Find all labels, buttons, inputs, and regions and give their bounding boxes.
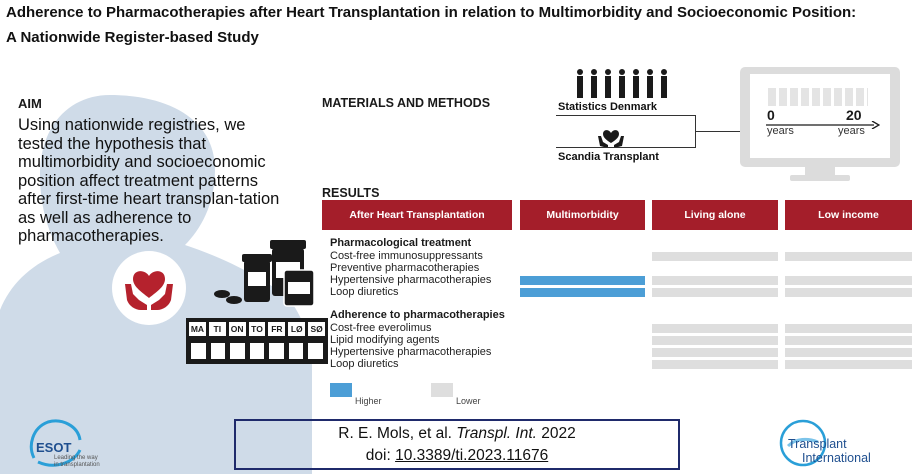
esot-tagline-1: Leading the way: [54, 455, 98, 461]
esot-logo-text: ESOT: [36, 440, 72, 455]
pill-box-day: SØ: [308, 322, 325, 336]
column-header-multimorbidity: Multimorbidity: [520, 200, 645, 230]
result-bar-lower: [785, 348, 912, 357]
timeline-arrow: [766, 121, 880, 129]
row-label: Cost-free everolimus: [330, 322, 432, 334]
result-bar-lower: [652, 348, 778, 357]
connector-line: [556, 147, 696, 148]
row-label: Preventive pharmacotherapies: [330, 262, 480, 274]
result-bar-lower: [785, 336, 912, 345]
heart-in-hands-icon: [111, 250, 187, 326]
row-label: Loop diuretics: [330, 358, 399, 370]
row-label: Hypertensive pharmacotherapies: [330, 346, 492, 358]
legend-higher-swatch: [330, 383, 352, 397]
citation-box: [234, 419, 680, 470]
source-statistics-denmark: Statistics Denmark: [558, 101, 658, 113]
result-bar-lower: [785, 288, 912, 297]
section-title-adherence: Adherence to pharmacotherapies: [330, 309, 505, 321]
row-label: Lipid modifying agents: [330, 334, 440, 346]
result-bar-lower: [652, 336, 778, 345]
result-bar-lower: [652, 288, 778, 297]
result-bar-higher: [520, 276, 645, 285]
pill-box-day: MA: [190, 324, 205, 334]
pill-box-day: FR: [268, 322, 285, 336]
citation-line-1: R. E. Mols, et al. Transpl. Int. 2022: [338, 425, 576, 442]
legend-lower-swatch: [431, 383, 453, 397]
row-label: Cost-free immunosuppressants: [330, 250, 483, 262]
ti-logo-line2: International: [802, 451, 871, 465]
monitor-stand: [805, 167, 835, 175]
page-title: Adherence to Pharmacotherapies after Heart Transplantation in relation to Multimorbidity and Socioeconomic Position: A Nationwide Register-based Study: [6, 4, 857, 46]
esot-tagline-2: in transplantation: [54, 462, 100, 468]
doi-link[interactable]: 10.3389/ti.2023.11676: [395, 447, 549, 464]
ti-logo-line1: Transplant: [788, 437, 847, 451]
row-label: Loop diuretics: [330, 286, 399, 298]
pill-bottles-icon: [212, 238, 317, 308]
timeline-start-unit: years: [767, 125, 794, 137]
result-bar-lower: [785, 276, 912, 285]
column-header-living-alone: Living alone: [652, 200, 778, 230]
timeline-end-unit: years: [838, 125, 865, 137]
result-bar-higher: [520, 288, 645, 297]
citation-line-2: doi: 10.3389/ti.2023.11676: [365, 447, 549, 464]
result-bar-lower: [785, 360, 912, 369]
aim-text: Using nationwide registries, we tested the hypothesis that multimorbidity and socioeconomic position affect treatment patterns after first-time heart transplan-tation as well as adherence to pharmacotherapies.: [18, 116, 280, 245]
timeline-end: 20: [846, 107, 862, 123]
column-header-after-transplantation: After Heart Transplantation: [322, 200, 512, 230]
result-bar-lower: [785, 252, 912, 261]
result-bar-lower: [785, 324, 912, 333]
pill-box-day: TI: [209, 322, 226, 336]
result-bar-lower: [652, 324, 778, 333]
connector-line: [695, 131, 740, 132]
legend-higher-label: Higher: [355, 396, 382, 406]
result-bar-lower: [652, 252, 778, 261]
results-heading: RESULTS: [322, 186, 380, 200]
pill-box-day: LØ: [288, 322, 305, 336]
section-title-treatment: Pharmacological treatment: [330, 237, 472, 249]
column-header-low-income: Low income: [785, 200, 912, 230]
people-icon: [574, 68, 672, 100]
source-scandia-transplant: Scandia Transplant: [558, 151, 659, 163]
aim-heading: AIM: [18, 96, 42, 111]
connector-line: [556, 115, 696, 116]
pill-box-day: TO: [249, 322, 266, 336]
monitor-base: [790, 175, 850, 181]
result-bar-lower: [652, 360, 778, 369]
row-label: Hypertensive pharmacotherapies: [330, 274, 492, 286]
pill-box-lids: [190, 342, 324, 360]
timeline-start: 0: [767, 107, 775, 123]
pill-box-day: ON: [229, 322, 246, 336]
methods-heading: MATERIALS AND METHODS: [322, 96, 491, 110]
result-bar-lower: [652, 276, 778, 285]
monitor-placeholder-lines: [768, 88, 868, 106]
legend-lower-label: Lower: [456, 396, 481, 406]
